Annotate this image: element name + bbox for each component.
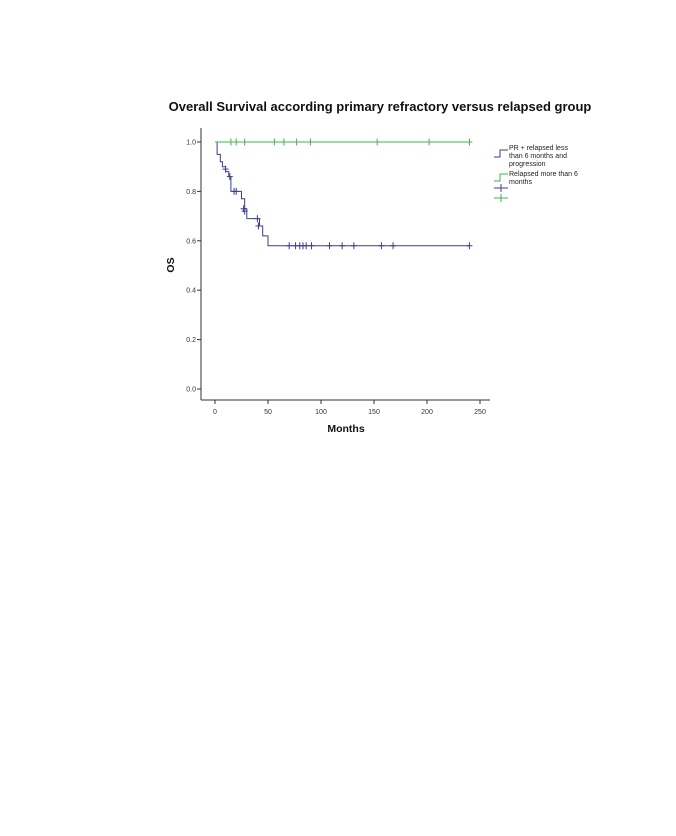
legend-censor-symbol xyxy=(494,194,508,202)
x-tick-label: 0 xyxy=(213,409,217,416)
x-tick-label: 150 xyxy=(368,409,380,416)
censor-mark xyxy=(281,139,287,146)
censor-mark xyxy=(374,139,380,146)
censor-mark xyxy=(242,139,248,146)
legend-label: Relapsed more than 6 months xyxy=(509,171,578,186)
censor-mark xyxy=(426,139,432,146)
series-layer xyxy=(215,139,472,250)
y-ticks xyxy=(186,140,201,394)
x-ticks xyxy=(213,400,486,416)
legend-line-symbol xyxy=(494,150,508,157)
y-axis-label: OS xyxy=(165,257,177,273)
censor-mark xyxy=(378,242,384,249)
censor-mark xyxy=(307,139,313,146)
censor-mark xyxy=(271,139,277,146)
y-tick-label: 0.2 xyxy=(186,337,196,345)
censor-mark xyxy=(390,242,396,249)
x-tick-label: 250 xyxy=(474,409,486,416)
censor-mark xyxy=(303,242,309,249)
censor-mark xyxy=(351,242,357,249)
censor-mark xyxy=(227,173,233,180)
y-tick-label: 0.0 xyxy=(186,386,196,394)
censor-mark xyxy=(255,222,261,229)
censor-mark xyxy=(466,139,472,146)
censor-mark xyxy=(294,139,300,146)
x-tick-label: 200 xyxy=(421,409,433,416)
censor-mark xyxy=(466,242,472,249)
censor-mark xyxy=(339,242,345,249)
x-tick-label: 50 xyxy=(264,409,272,416)
legend-censor-symbol xyxy=(494,184,508,192)
censor-mark xyxy=(286,242,292,249)
x-axis-label: Months xyxy=(327,423,365,435)
chart-title: Overall Survival according primary refractory versus relapsed group xyxy=(168,99,592,114)
axes xyxy=(201,128,490,400)
survival-curve-1 xyxy=(215,142,469,246)
censor-mark xyxy=(326,242,332,249)
y-tick-label: 0.8 xyxy=(186,188,196,196)
y-tick-label: 0.4 xyxy=(186,287,196,295)
y-tick-label: 1.0 xyxy=(186,139,196,147)
censor-mark xyxy=(308,242,314,249)
censor-mark xyxy=(228,139,234,146)
x-tick-label: 100 xyxy=(315,409,327,416)
censor-mark xyxy=(233,139,239,146)
legend-label: PR + relapsed less than 6 months and progression xyxy=(509,145,568,168)
legend xyxy=(494,145,578,202)
y-tick-label: 0.6 xyxy=(186,238,196,246)
legend-line-symbol xyxy=(494,174,508,181)
